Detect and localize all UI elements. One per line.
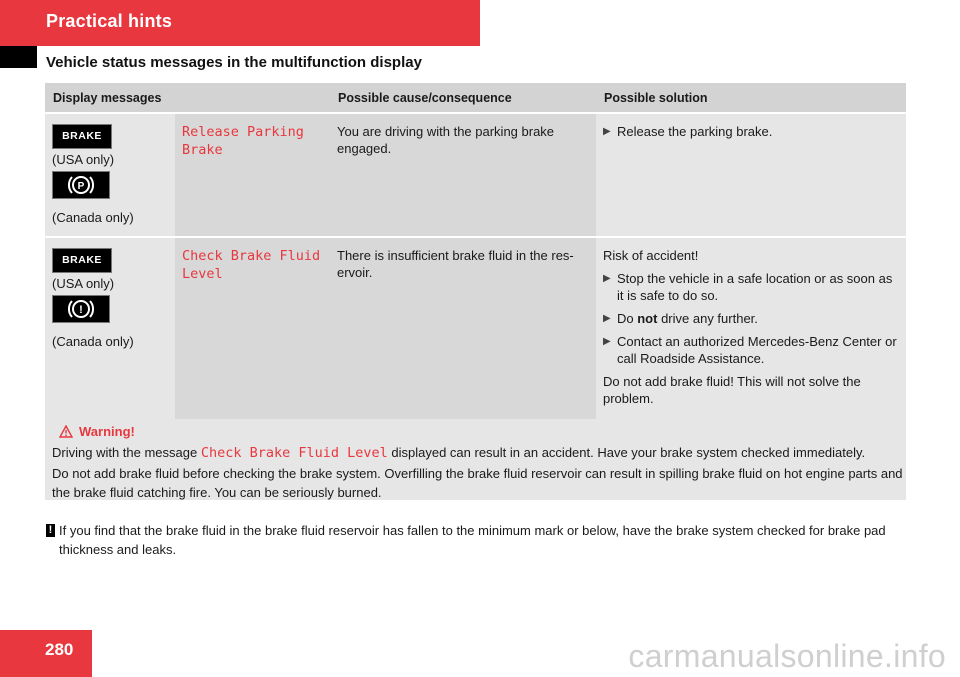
display-message-text: Check Brake Fluid Level xyxy=(182,248,321,282)
page-subtitle: Vehicle status messages in the multifunction display xyxy=(46,54,422,71)
section-title: Practical hints xyxy=(46,11,173,31)
table-header-row xyxy=(45,83,906,114)
note-paragraph xyxy=(46,521,906,559)
status-messages-table xyxy=(45,83,906,425)
solution-intro: Risk of accident! xyxy=(603,248,699,263)
warning-text: displayed can result in an accident. Have your brake system checked immediately. xyxy=(387,445,866,460)
svg-text:P: P xyxy=(77,181,85,192)
warning-paragraph-2: Do not add brake fluid before checking the brake system. Overfilling the brake fluid reservoir can result in spilling brake fluid on hot engine parts and the brake fluid catching fire. You can be seriously burned. xyxy=(52,466,903,500)
page-number: 280 xyxy=(45,640,74,659)
solution-step-text: Release the parking brake. xyxy=(617,124,773,139)
solution-step-text: drive any further. xyxy=(657,311,758,326)
solution-step xyxy=(603,270,899,304)
header-possible-cause: Possible cause/consequence xyxy=(330,83,596,114)
cause-text: There is insufficient brake fluid in the res-ervoir. xyxy=(337,248,574,280)
solution-step-text: Contact an authorized Mercedes-Benz Center or call Roadside Assistance. xyxy=(617,334,897,366)
warning-heading: Warning! xyxy=(79,424,135,439)
parking-brake-icon xyxy=(52,171,110,199)
solution-step xyxy=(603,310,899,327)
table-row xyxy=(45,238,906,425)
arrow-right-icon: ▶ xyxy=(603,336,611,347)
solution-step xyxy=(603,123,899,140)
arrow-right-icon: ▶ xyxy=(603,273,611,284)
header-bar xyxy=(0,0,480,46)
canada-only-label: (Canada only) xyxy=(52,210,134,225)
usa-only-label: (USA only) xyxy=(52,276,115,291)
warning-triangle-icon xyxy=(59,424,73,443)
table-row xyxy=(45,114,906,238)
solution-cell xyxy=(596,238,906,425)
note-text: If you find that the brake fluid in the brake fluid reservoir has fallen to the minimum mark or below, have the brake system checked for brake pad thickness and leaks. xyxy=(59,523,886,557)
solution-step xyxy=(603,333,899,367)
warning-paragraph-1 xyxy=(52,443,904,462)
emphasis-text: not xyxy=(637,311,658,326)
warning-box xyxy=(45,419,906,500)
arrow-right-icon: ▶ xyxy=(603,126,611,137)
exclamation-icon: ! xyxy=(46,524,55,537)
message-cell xyxy=(175,114,330,238)
cause-text: You are driving with the parking brake engaged. xyxy=(337,124,555,156)
display-symbols-cell xyxy=(45,238,175,425)
solution-cell xyxy=(596,114,906,238)
brake-badge-icon: BRAKE xyxy=(52,248,112,273)
solution-step-text: Do xyxy=(617,311,638,326)
message-cell xyxy=(175,238,330,425)
header-display-messages: Display messages xyxy=(45,83,330,114)
svg-text:!: ! xyxy=(79,304,83,316)
display-message-text: Check Brake Fluid Level xyxy=(200,445,388,461)
display-symbols-cell xyxy=(45,114,175,238)
brake-warning-icon xyxy=(52,295,110,323)
brake-badge-icon: BRAKE xyxy=(52,124,112,149)
header-possible-solution: Possible solution xyxy=(596,83,906,114)
arrow-right-icon: ▶ xyxy=(603,313,611,324)
page-number-box xyxy=(0,630,92,677)
display-message-text: Release Parking Brake xyxy=(182,124,304,158)
solution-note: Do not add brake fluid! This will not solve the problem. xyxy=(603,374,861,406)
solution-step-text: Stop the vehicle in a safe location or as soon as it is safe to do so. xyxy=(617,271,893,303)
cause-cell xyxy=(330,114,596,238)
cause-cell xyxy=(330,238,596,425)
section-tab-marker xyxy=(0,46,37,68)
watermark: carmanualsonline.info xyxy=(628,638,946,674)
warning-text: Driving with the message xyxy=(52,445,201,460)
canada-only-label: (Canada only) xyxy=(52,334,134,349)
usa-only-label: (USA only) xyxy=(52,152,115,167)
